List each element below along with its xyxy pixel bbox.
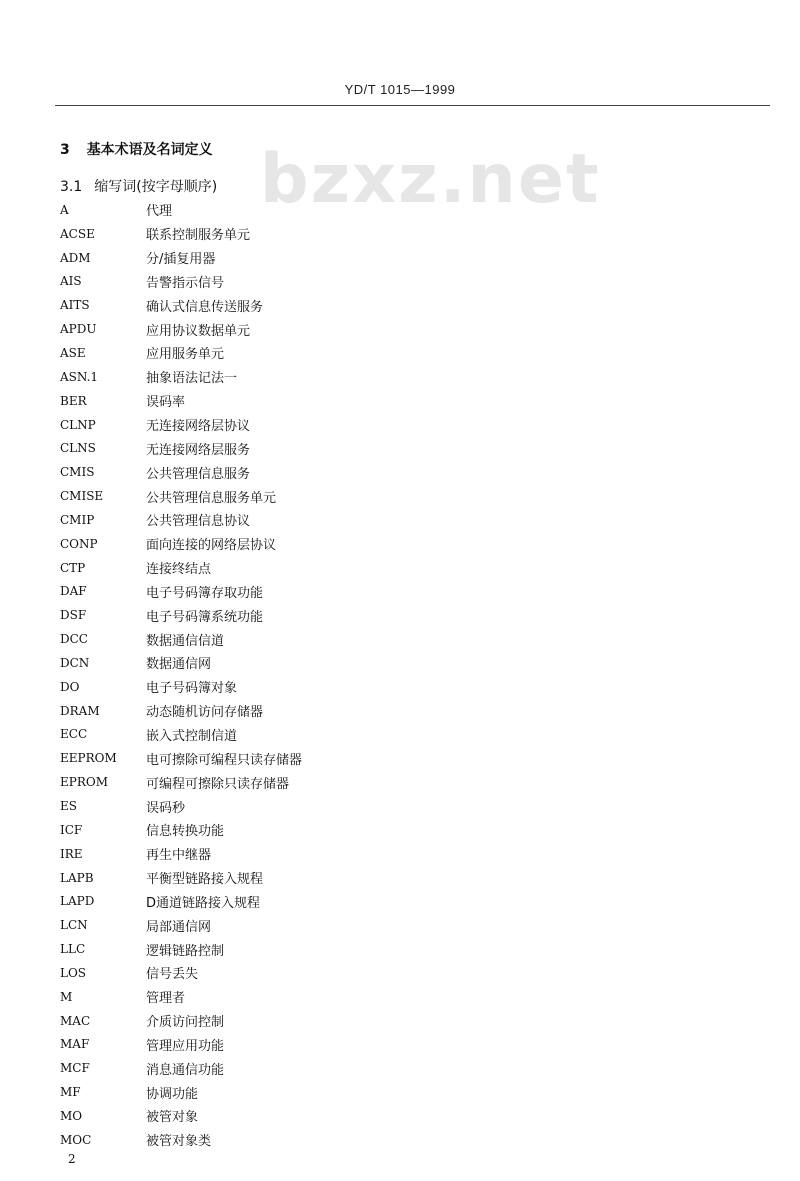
term-abbreviation: ACSE bbox=[60, 226, 95, 241]
term-abbreviation: LCN bbox=[60, 918, 88, 933]
term-abbreviation: CTP bbox=[60, 560, 86, 575]
term-definition: 电子号码簿存取功能 bbox=[146, 585, 264, 601]
term-abbreviation: CMISE bbox=[60, 489, 104, 504]
term-abbreviation: ASE bbox=[60, 345, 86, 360]
section-number: 3 bbox=[60, 142, 70, 158]
term-definition: 面向连接的网络层协议 bbox=[146, 538, 277, 554]
term-definition: 嵌入式控制信道 bbox=[146, 728, 238, 744]
term-row bbox=[60, 794, 480, 818]
term-abbreviation: MAF bbox=[60, 1037, 90, 1052]
term-abbreviation: ASN.1 bbox=[60, 369, 99, 384]
term-row bbox=[60, 436, 480, 460]
term-row bbox=[60, 1080, 480, 1104]
term-abbreviation: MOC bbox=[60, 1132, 92, 1147]
term-row bbox=[60, 484, 480, 508]
term-definition: 公共管理信息服务 bbox=[146, 466, 251, 482]
watermark: bzxz.net bbox=[260, 140, 601, 219]
term-definition: 协调功能 bbox=[146, 1086, 199, 1102]
term-definition: 电子号码簿系统功能 bbox=[146, 609, 264, 625]
term-definition: 动态随机访问存储器 bbox=[146, 705, 264, 721]
term-abbreviation: LOS bbox=[60, 965, 87, 980]
term-row bbox=[60, 866, 480, 890]
term-row bbox=[60, 460, 480, 484]
term-definition: 联系控制服务单元 bbox=[146, 228, 251, 244]
term-abbreviation: DRAM bbox=[60, 703, 100, 718]
term-abbreviation: LAPD bbox=[60, 894, 95, 909]
term-definition: 确认式信息传送服务 bbox=[146, 299, 264, 315]
page-number: 2 bbox=[68, 1152, 76, 1166]
term-abbreviation: LAPB bbox=[60, 870, 94, 885]
term-abbreviation: MO bbox=[60, 1108, 83, 1123]
term-abbreviation: CLNP bbox=[60, 417, 96, 432]
term-row bbox=[60, 913, 480, 937]
term-abbreviation: BER bbox=[60, 393, 87, 408]
term-row bbox=[60, 770, 480, 794]
term-definition: 误码率 bbox=[146, 395, 186, 411]
term-row bbox=[60, 246, 480, 270]
term-row bbox=[60, 389, 480, 413]
term-definition: 抽象语法记法一 bbox=[146, 371, 238, 387]
term-abbreviation: MF bbox=[60, 1085, 81, 1100]
term-abbreviation: CONP bbox=[60, 536, 98, 551]
term-abbreviation: A bbox=[60, 202, 69, 217]
term-row bbox=[60, 293, 480, 317]
term-definition: 应用协议数据单元 bbox=[146, 323, 251, 339]
subsection-heading bbox=[60, 176, 217, 196]
term-definition: 被管对象类 bbox=[146, 1134, 212, 1150]
term-abbreviation: EPROM bbox=[60, 775, 108, 790]
term-definition: 平衡型链路接入规程 bbox=[146, 872, 264, 888]
term-abbreviation: IRE bbox=[60, 846, 83, 861]
term-abbreviation: AITS bbox=[60, 298, 90, 313]
term-row bbox=[60, 961, 480, 985]
term-row bbox=[60, 746, 480, 770]
term-row bbox=[60, 413, 480, 437]
term-row bbox=[60, 222, 480, 246]
term-definition: D通道链路接入规程 bbox=[146, 895, 261, 911]
term-abbreviation: LLC bbox=[60, 942, 86, 957]
term-definition: 公共管理信息协议 bbox=[146, 514, 251, 530]
term-row bbox=[60, 1128, 480, 1152]
term-abbreviation: DSF bbox=[60, 608, 87, 623]
term-definition: 局部通信网 bbox=[146, 919, 212, 935]
term-definition: 介质访问控制 bbox=[146, 1015, 225, 1031]
subsection-number: 3.1 bbox=[60, 179, 83, 195]
term-row bbox=[60, 1009, 480, 1033]
term-abbreviation: CLNS bbox=[60, 441, 96, 456]
running-header: YD/T 1015—1999 bbox=[344, 82, 456, 97]
term-row bbox=[60, 603, 480, 627]
term-definition: 代理 bbox=[146, 204, 173, 220]
term-row bbox=[60, 508, 480, 532]
term-row bbox=[60, 1033, 480, 1057]
term-definition: 数据通信网 bbox=[146, 657, 212, 673]
term-row bbox=[60, 889, 480, 913]
term-abbreviation: MCF bbox=[60, 1061, 90, 1076]
term-definition: 可编程可擦除只读存储器 bbox=[146, 776, 290, 792]
term-definition: 误码秒 bbox=[146, 800, 186, 816]
term-abbreviation: APDU bbox=[60, 322, 97, 337]
term-row bbox=[60, 198, 480, 222]
term-abbreviation: EEPROM bbox=[60, 751, 117, 766]
term-row bbox=[60, 532, 480, 556]
term-abbreviation: DCC bbox=[60, 632, 88, 647]
term-abbreviation: ADM bbox=[60, 250, 91, 265]
term-row bbox=[60, 317, 480, 341]
term-definition: 连接终结点 bbox=[146, 562, 212, 578]
term-row bbox=[60, 341, 480, 365]
term-abbreviation: CMIP bbox=[60, 512, 95, 527]
term-definition: 管理者 bbox=[146, 991, 186, 1007]
term-definition: 被管对象 bbox=[146, 1110, 199, 1126]
section-title: 基本术语及名词定义 bbox=[86, 142, 213, 158]
term-row bbox=[60, 580, 480, 604]
term-definition: 无连接网络层协议 bbox=[146, 419, 251, 435]
term-row bbox=[60, 651, 480, 675]
term-row bbox=[60, 556, 480, 580]
term-definition: 信号丢失 bbox=[146, 967, 199, 983]
term-abbreviation: ICF bbox=[60, 822, 83, 837]
section-heading bbox=[60, 139, 213, 159]
term-abbreviation: DCN bbox=[60, 655, 90, 670]
term-definition: 消息通信功能 bbox=[146, 1062, 225, 1078]
term-definition: 再生中继器 bbox=[146, 848, 212, 864]
term-row bbox=[60, 842, 480, 866]
term-definition: 无连接网络层服务 bbox=[146, 442, 251, 458]
term-definition: 分/插复用器 bbox=[146, 252, 216, 268]
term-abbreviation: DAF bbox=[60, 584, 87, 599]
term-abbreviation: MAC bbox=[60, 1013, 91, 1028]
term-definition: 信息转换功能 bbox=[146, 824, 225, 840]
header-rule bbox=[55, 105, 770, 106]
term-definition: 告警指示信号 bbox=[146, 275, 225, 291]
term-definition: 公共管理信息服务单元 bbox=[146, 490, 277, 506]
term-abbreviation: DO bbox=[60, 679, 80, 694]
term-definition: 电可擦除可编程只读存储器 bbox=[146, 752, 303, 768]
term-row bbox=[60, 627, 480, 651]
term-row bbox=[60, 1104, 480, 1128]
term-row bbox=[60, 675, 480, 699]
term-abbreviation: ECC bbox=[60, 727, 88, 742]
term-row bbox=[60, 270, 480, 294]
term-row bbox=[60, 723, 480, 747]
term-abbreviation: CMIS bbox=[60, 465, 95, 480]
subsection-title: 缩写词(按字母顺序) bbox=[94, 179, 218, 195]
term-definition: 管理应用功能 bbox=[146, 1038, 225, 1054]
term-row bbox=[60, 937, 480, 961]
term-row bbox=[60, 818, 480, 842]
term-definition: 电子号码簿对象 bbox=[146, 681, 238, 697]
term-row bbox=[60, 365, 480, 389]
term-definition: 数据通信信道 bbox=[146, 633, 225, 649]
term-abbreviation: M bbox=[60, 989, 73, 1004]
term-definition: 应用服务单元 bbox=[146, 347, 225, 363]
term-row bbox=[60, 699, 480, 723]
term-definition: 逻辑链路控制 bbox=[146, 943, 225, 959]
term-row bbox=[60, 985, 480, 1009]
term-list bbox=[60, 198, 480, 1152]
term-row bbox=[60, 1056, 480, 1080]
term-abbreviation: AIS bbox=[60, 274, 82, 289]
term-abbreviation: ES bbox=[60, 799, 77, 814]
